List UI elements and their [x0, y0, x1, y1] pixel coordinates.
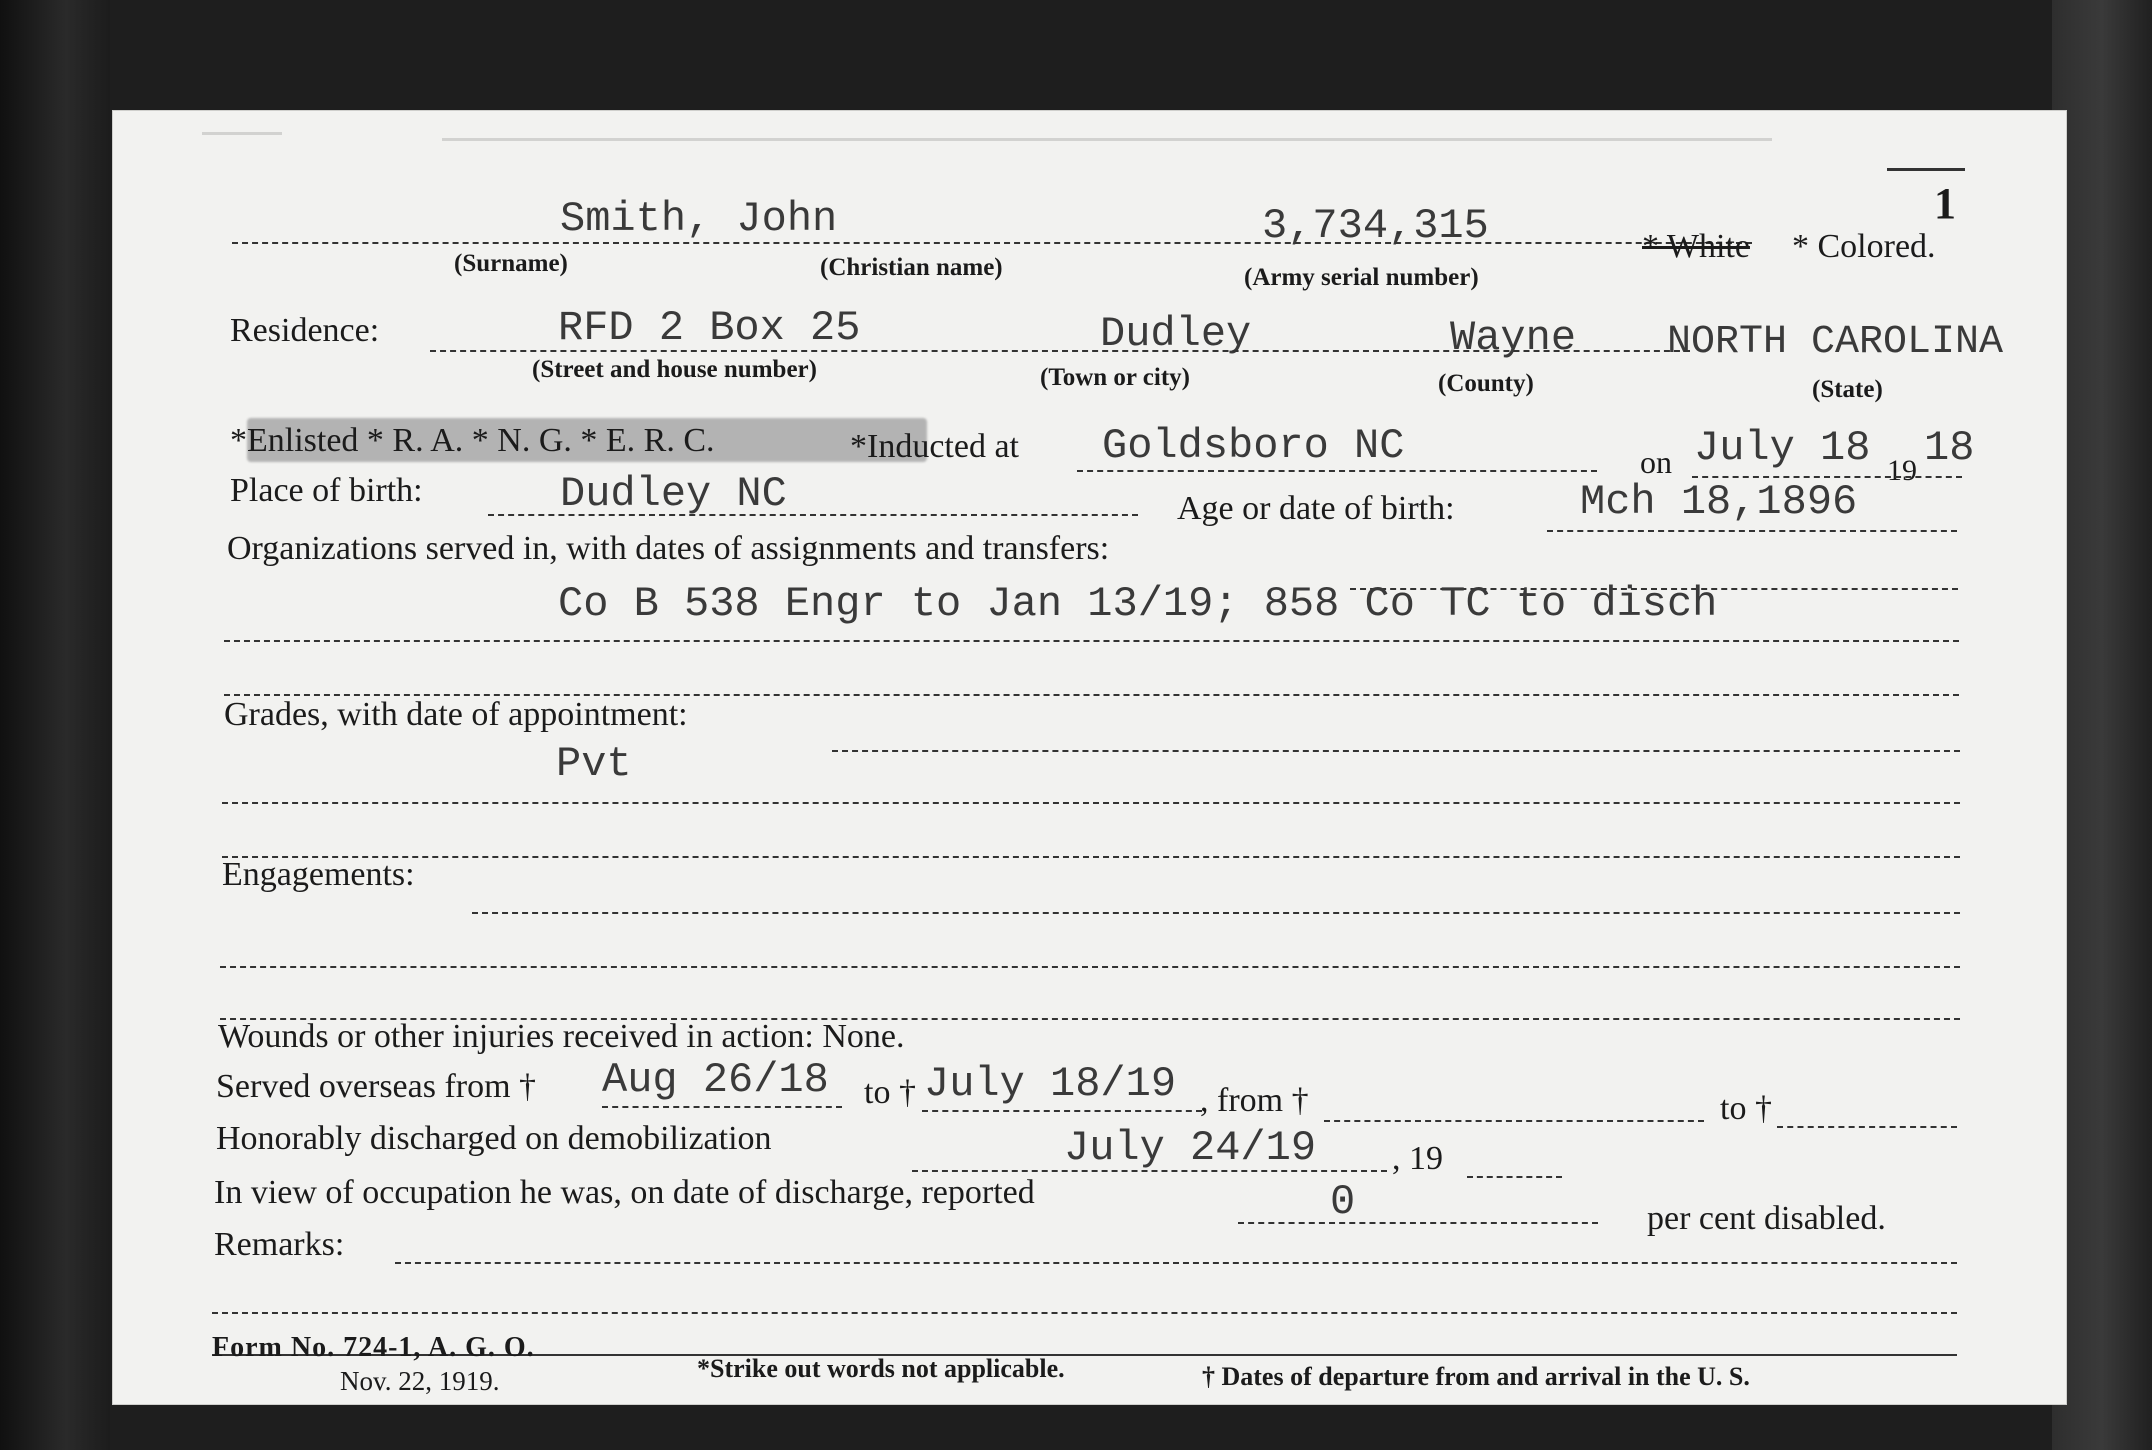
residence-town: Dudley	[1100, 310, 1252, 358]
residence-street: RFD 2 Box 25	[558, 304, 861, 352]
organizations-label: Organizations served in, with dates of assignments and transfers:	[227, 530, 1110, 567]
state-caption: (State)	[1812, 376, 1883, 403]
overseas-from2-line	[1324, 1120, 1704, 1122]
race-white: * White	[1642, 228, 1750, 265]
inducted-date: July 18	[1694, 424, 1871, 472]
discharge-date: July 24/19	[1064, 1124, 1317, 1172]
remarks-line-2	[212, 1312, 1957, 1314]
discharge-year-line	[1467, 1176, 1562, 1178]
enlistment-options: *Enlisted * R. A. * N. G. * E. R. C.	[230, 422, 715, 459]
race-colored: * Colored.	[1792, 228, 1936, 265]
form-number: Form No. 724-1, A. G. O.	[212, 1332, 535, 1363]
on-label: on	[1640, 444, 1672, 480]
birth-place: Dudley NC	[560, 470, 787, 518]
age-label: Age or date of birth:	[1177, 490, 1455, 527]
grades-label: Grades, with date of appointment:	[224, 696, 688, 733]
overseas-to-label: to †	[864, 1074, 916, 1111]
name-line	[232, 242, 1752, 244]
birth-place-label: Place of birth:	[230, 472, 423, 509]
birth-date: Mch 18,1896	[1580, 478, 1858, 526]
overseas-from-line	[602, 1106, 842, 1108]
inducted-year: 18	[1924, 424, 1975, 472]
surname-caption: (Surname)	[454, 250, 568, 277]
christian-name-caption: (Christian name)	[820, 254, 1003, 281]
card-number: 1	[1934, 179, 1956, 228]
inducted-place: Goldsboro NC	[1102, 422, 1405, 470]
top-rule	[1887, 168, 1965, 171]
organizations-line-1	[224, 640, 1959, 642]
remarks-line-1	[395, 1262, 1957, 1264]
scan-background-right	[2052, 0, 2152, 1450]
bleed-through-mark	[202, 132, 282, 135]
disability-line	[1238, 1222, 1598, 1224]
birth-place-line	[488, 514, 1138, 516]
grades-value: Pvt	[556, 740, 632, 788]
form-date: Nov. 22, 1919.	[340, 1366, 500, 1396]
grades-line-2	[222, 856, 1960, 858]
inducted-line	[1077, 470, 1597, 472]
birth-date-line	[1547, 530, 1957, 532]
overseas-from: Aug 26/18	[602, 1056, 829, 1104]
scan-background-left	[0, 0, 110, 1450]
overseas-to2-label: to †	[1720, 1090, 1772, 1127]
organizations-value: Co B 538 Engr to Jan 13/19; 858 Co TC to disch	[558, 580, 1718, 628]
county-caption: (County)	[1438, 370, 1534, 397]
overseas-to-line	[922, 1110, 1202, 1112]
residence-state: NORTH CAROLINA	[1667, 320, 2004, 365]
service-record-card	[112, 110, 2067, 1405]
inducted-year-prefix: 19	[1887, 454, 1917, 487]
town-caption: (Town or city)	[1040, 364, 1190, 391]
overseas-to2-line	[1777, 1126, 1957, 1128]
engagements-line-1	[472, 912, 1960, 914]
residence-line	[430, 350, 1690, 352]
disability-suffix: per cent disabled.	[1647, 1200, 1886, 1237]
disability-label: In view of occupation he was, on date of discharge, reported	[214, 1174, 1035, 1211]
overseas-from2-label: , from †	[1200, 1082, 1309, 1119]
bleed-through-mark	[442, 138, 1772, 141]
residence-county: Wayne	[1450, 314, 1577, 362]
serial-caption: (Army serial number)	[1244, 264, 1479, 291]
strike-note: *Strike out words not applicable.	[697, 1354, 1065, 1383]
grades-label-line	[832, 750, 1960, 752]
remarks-label: Remarks:	[214, 1226, 345, 1263]
inducted-label: *Inducted at	[850, 428, 1019, 465]
street-caption: (Street and house number)	[532, 356, 817, 383]
dates-note: † Dates of departure from and arrival in the U. S.	[1202, 1362, 1750, 1391]
engagements-label: Engagements:	[222, 856, 415, 893]
overseas-label: Served overseas from †	[216, 1068, 537, 1105]
residence-label: Residence:	[230, 312, 380, 349]
discharge-line	[912, 1170, 1387, 1172]
name-value: Smith, John	[560, 195, 838, 243]
disability-value: 0	[1330, 1178, 1356, 1226]
discharge-label: Honorably discharged on demobilization	[216, 1120, 772, 1157]
wounds-text: Wounds or other injuries received in action: None.	[218, 1018, 905, 1055]
overseas-to: July 18/19	[924, 1060, 1177, 1108]
engagements-line-2	[220, 966, 1960, 968]
grades-line-1	[222, 802, 1960, 804]
discharge-year-label: , 19	[1392, 1140, 1443, 1177]
serial-value: 3,734,315	[1262, 202, 1489, 250]
